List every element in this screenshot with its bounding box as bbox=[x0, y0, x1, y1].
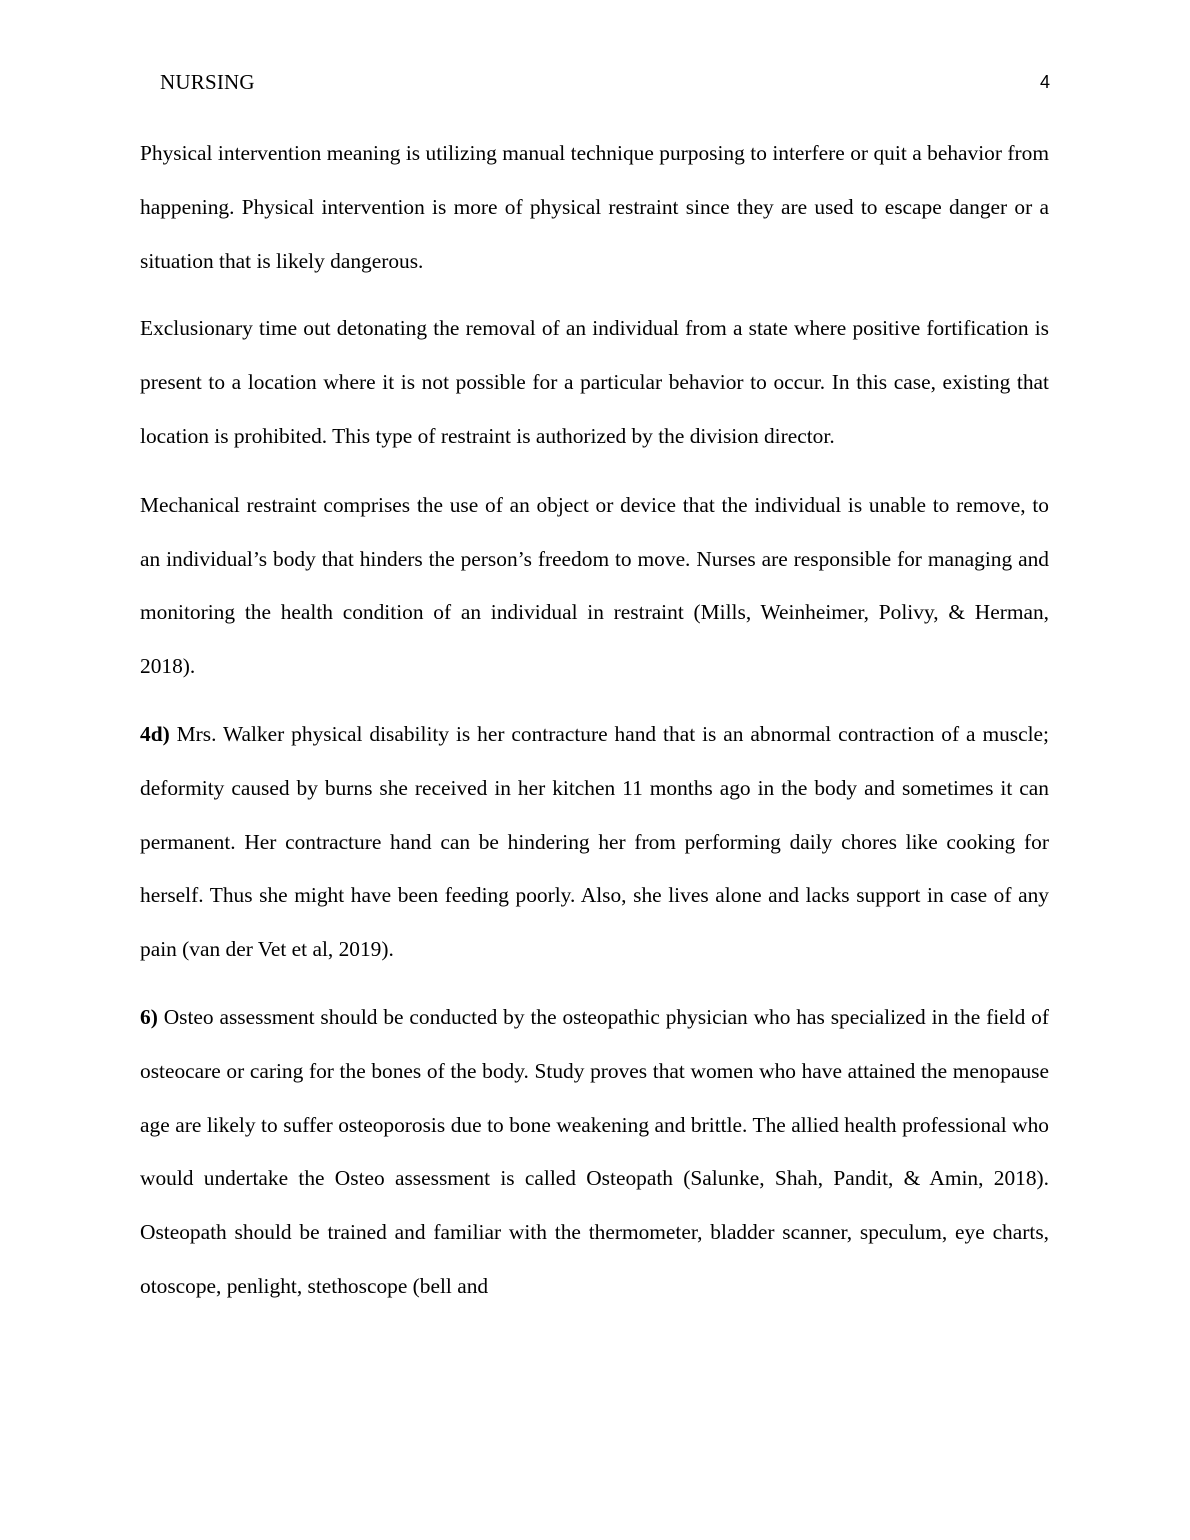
question-label: 4d) bbox=[140, 721, 170, 746]
paragraph-physical-intervention bbox=[140, 127, 1049, 288]
page-header bbox=[160, 70, 1050, 100]
paragraph-6 bbox=[140, 991, 1049, 1314]
paragraph-exclusionary-time-out bbox=[140, 302, 1049, 463]
running-head: NURSING bbox=[160, 70, 255, 94]
paragraph-mechanical-restraint bbox=[140, 479, 1049, 694]
paragraph-text: Physical intervention meaning is utilizing manual technique purposing to interfere or quit a behavior from happening. Physical intervention is more of physical restraint since they are used to escape danger or a situation that is likely dangerous. bbox=[140, 141, 1049, 273]
paragraph-4d bbox=[140, 708, 1049, 977]
paragraph-text: Osteo assessment should be conducted by the osteopathic physician who has specialized in the field of osteocare or caring for the bones of the body. Study proves that women who have attained the menopause age are likely to suffer osteoporosis due to bone weakening and brittle. The allied health professional who would undertake the Osteo assessment is called Osteopath (Salunke, Shah, Pandit, & Amin, 2018). Osteopath should be trained and familiar with the thermometer, bladder scanner, speculum, eye charts, otoscope, penlight, stethoscope (bell and bbox=[140, 1004, 1049, 1298]
paragraph-text: Mrs. Walker physical disability is her contracture hand that is an abnormal contraction of a muscle; deformity caused by burns she received in her kitchen 11 months ago in the body and sometimes it can permanent. Her contracture hand can be hindering her from performing daily chores like cooking for herself. Thus she might have been feeding poorly. Also, she lives alone and lacks support in case of any pain (van der Vet et al, 2019). bbox=[140, 721, 1049, 962]
body-text bbox=[140, 127, 1049, 1328]
paragraph-text: Mechanical restraint comprises the use of an object or device that the individual is unable to remove, to an individual’s body that hinders the person’s freedom to move. Nurses are responsible for managing and monitoring the health condition of an individual in restraint (Mills, Weinheimer, Polivy, & Herman, 2018). bbox=[140, 492, 1049, 679]
paragraph-text: Exclusionary time out detonating the removal of an individual from a state where positive fortification is present to a location where it is not possible for a particular behavior to occur. In this case, existing that location is prohibited. This type of restraint is authorized by the division director. bbox=[140, 316, 1049, 448]
page-number: 4 bbox=[1039, 72, 1050, 92]
question-label: 6) bbox=[140, 1004, 158, 1029]
